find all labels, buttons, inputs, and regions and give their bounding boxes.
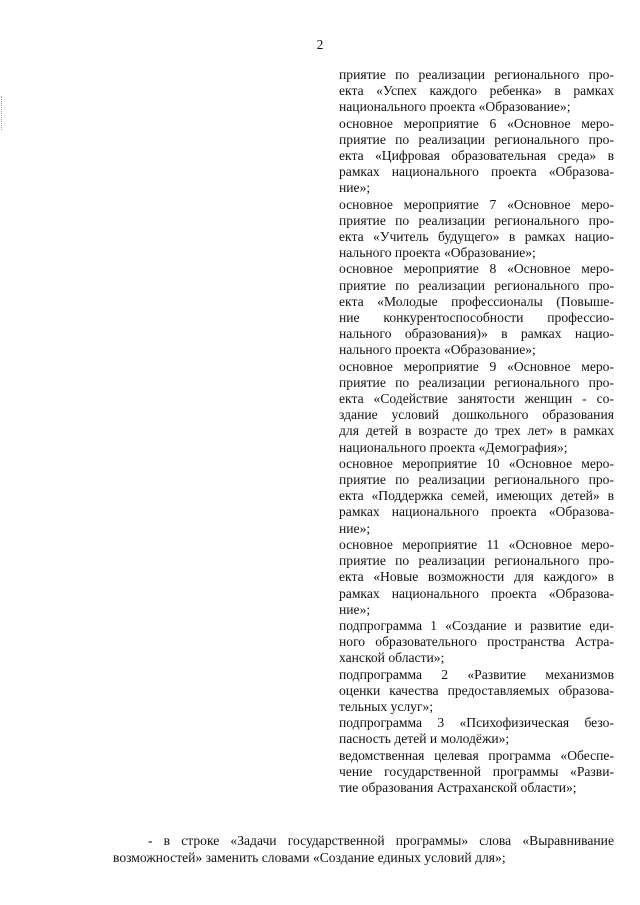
margin-scan-mark bbox=[1, 96, 3, 130]
column-line: рамках национального проекта «Образова- bbox=[339, 585, 614, 601]
amendment-paragraph bbox=[0, 832, 640, 866]
column-line: основное мероприятие 8 «Основное меро- bbox=[339, 261, 614, 277]
column-line: подпрограмма 2 «Развитие механизмов bbox=[339, 666, 614, 682]
column-line: тельных услуг»; bbox=[339, 698, 434, 714]
column-line: национального проекта «Демография»; bbox=[339, 439, 568, 455]
column-line: ние»; bbox=[339, 601, 371, 617]
column-line: нального проекта «Образование»; bbox=[339, 245, 536, 261]
column-line: чение государственной программы «Разви- bbox=[339, 763, 614, 779]
column-line: приятие по реализации регионального про- bbox=[339, 553, 614, 569]
column-line: екта «Молодые профессионалы (Повыше- bbox=[339, 293, 614, 309]
column-line: ние»; bbox=[339, 520, 371, 536]
column-line: екта «Учитель будущего» в рамках нацио- bbox=[339, 229, 614, 245]
column-line: приятие по реализации регионального про- bbox=[339, 212, 614, 228]
column-line: основное мероприятие 10 «Основное меро- bbox=[339, 455, 614, 471]
column-line: подпрограмма 3 «Психофизическая безо- bbox=[339, 715, 614, 731]
column-line: приятие по реализации регионального про- bbox=[339, 131, 614, 147]
column-line: приятие по реализации регионального про- bbox=[339, 472, 614, 488]
column-line: ведомственная целевая программа «Обеспе- bbox=[339, 747, 614, 763]
amendment-line: - в строке «Задачи государственной программы» слова «Выравнивание bbox=[148, 833, 614, 848]
column-line: приятие по реализации регионального про- bbox=[339, 67, 614, 82]
column-line: приятие по реализации регионального про- bbox=[339, 277, 614, 293]
column-line: ние»; bbox=[339, 180, 371, 196]
column-line: нального проекта «Образование»; bbox=[339, 342, 536, 358]
column-line: национального проекта «Образование»; bbox=[339, 99, 571, 115]
column-line: екта «Цифровая образовательная среда» в bbox=[339, 148, 614, 164]
column-line: здание условий дошкольного образования bbox=[339, 407, 614, 423]
column-line: приятие по реализации регионального про- bbox=[339, 374, 614, 390]
program-list-column bbox=[339, 67, 614, 796]
column-line: екта «Успех каждого ребенка» в рамках bbox=[339, 83, 614, 99]
column-line: тие образования Астраханской области»; bbox=[339, 779, 577, 795]
column-line: основное мероприятие 11 «Основное меро- bbox=[339, 536, 614, 552]
column-line: оценки качества предоставляемых образова- bbox=[339, 682, 614, 698]
column-line: пасность детей и молодёжи»; bbox=[339, 731, 510, 747]
column-line: основное мероприятие 9 «Основное меро- bbox=[339, 358, 614, 374]
column-line: основное мероприятие 7 «Основное меро- bbox=[339, 196, 614, 212]
column-line: ние конкурентоспособности профессио- bbox=[339, 310, 614, 326]
column-line: екта «Поддержка семей, имеющих детей» в bbox=[339, 488, 614, 504]
column-line: рамках национального проекта «Образова- bbox=[339, 504, 614, 520]
column-line: подпрограмма 1 «Создание и развитие еди- bbox=[339, 617, 614, 633]
column-line: екта «Новые возможности для каждого» в bbox=[339, 569, 614, 585]
column-line: нального образования)» в рамках нацио- bbox=[339, 326, 614, 342]
column-line: екта «Содействие занятости женщин - со- bbox=[339, 391, 614, 407]
amendment-line: возможностей» заменить словами «Создание единых условий для»; bbox=[113, 850, 506, 865]
column-line: ного образовательного пространства Астра- bbox=[339, 634, 614, 650]
column-line: ханской области»; bbox=[339, 650, 445, 666]
column-line: рамках национального проекта «Образова- bbox=[339, 164, 614, 180]
column-line: для детей в возрасте до трех лет» в рамках bbox=[339, 423, 614, 439]
column-line: основное мероприятие 6 «Основное меро- bbox=[339, 115, 614, 131]
page-number: 2 bbox=[316, 37, 324, 52]
